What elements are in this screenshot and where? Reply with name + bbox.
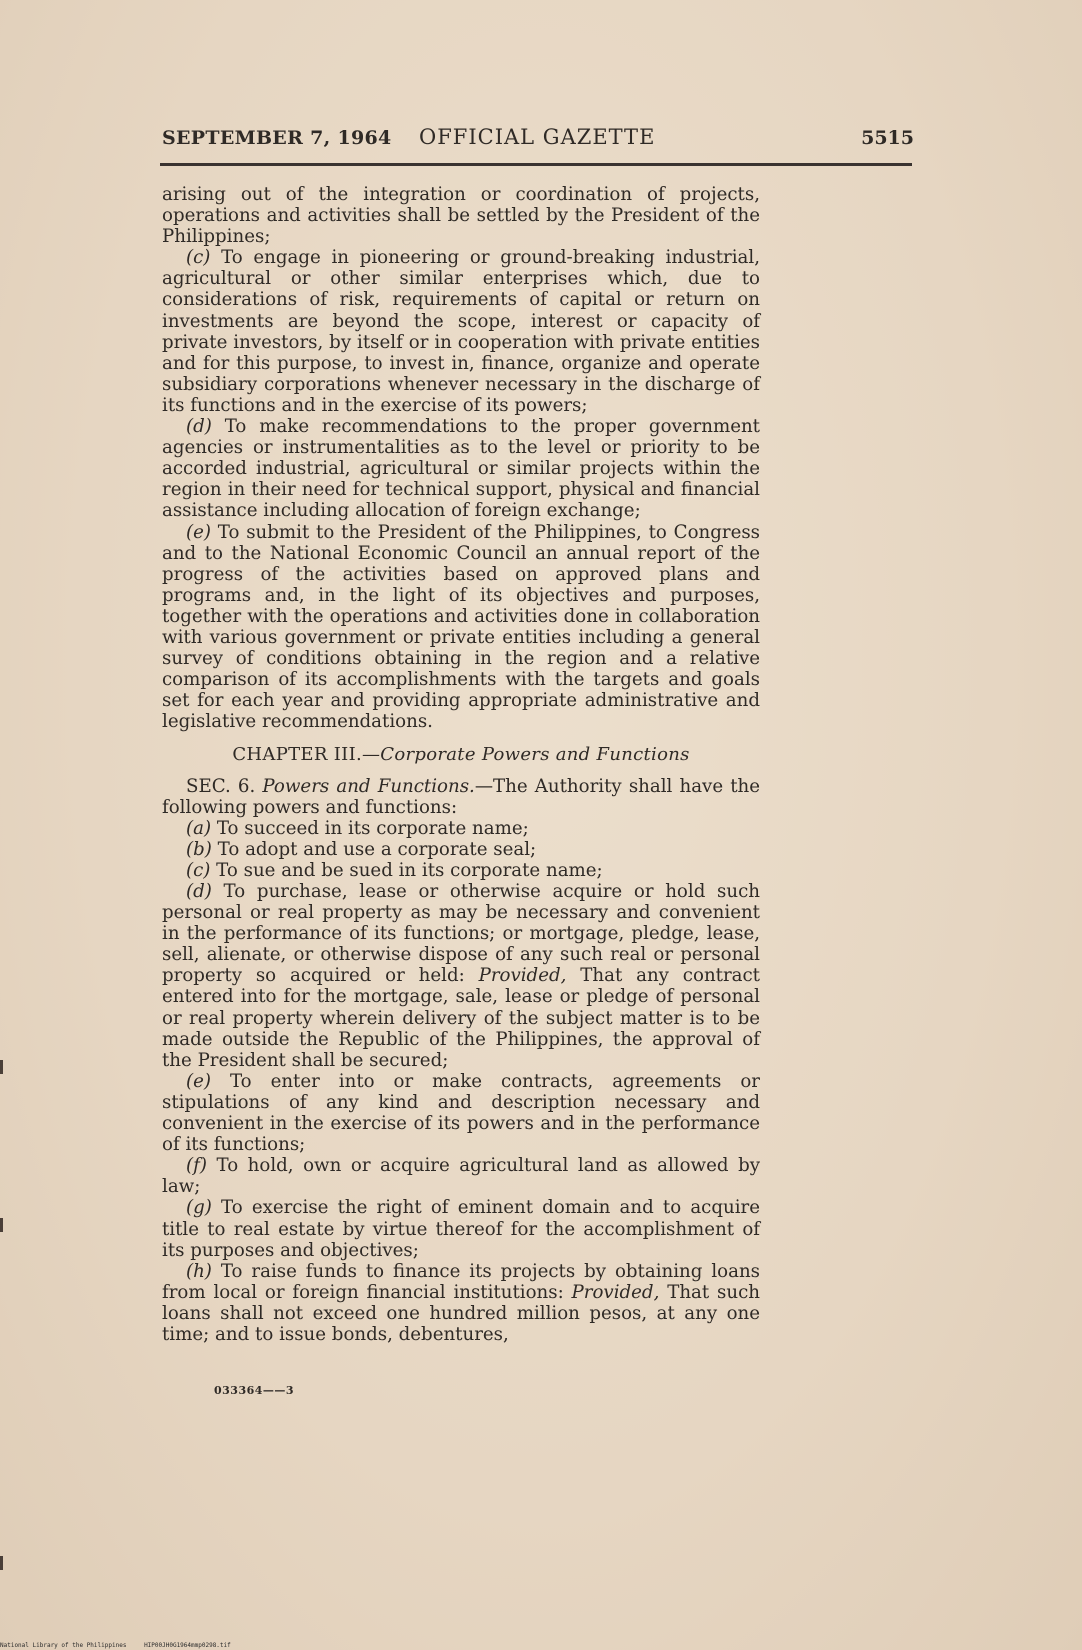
clause-text: To adopt and use a corporate seal; (211, 838, 537, 860)
page-header (162, 127, 914, 153)
power-c (162, 860, 760, 881)
clause-text: To make recommendations to the proper government agencies or instrumentalities as to the level or priority to be accorded industrial, agricultural or similar projects within the region in their need for technical support, physical and financial assistance including allocation of foreign exchange; (162, 416, 760, 522)
clause-text: To enter into or make contracts, agreements or stipulations of any kind and description necessary and convenient in the exercise of its powers and in the performance of its functions; (162, 1070, 760, 1156)
header-date: SEPTEMBER 7, 1964 (162, 127, 392, 149)
scan-source: National Library of the Philippines (0, 1642, 127, 1649)
power-f (162, 1155, 760, 1197)
power-d (162, 881, 760, 1071)
margin-mark (0, 1556, 3, 1570)
margin-mark (0, 1218, 3, 1232)
power-a (162, 818, 760, 839)
paragraph-e (162, 522, 760, 733)
power-h (162, 1261, 760, 1345)
clause-label: (b) (186, 838, 212, 860)
clause-label: (c) (186, 859, 211, 881)
clause-text: To hold, own or acquire agricultural land as allowed by law; (162, 1155, 760, 1198)
clause-label: (e) (186, 521, 211, 543)
paragraph-continuation: arising out of the integration or coordination of projects, operations and activities shall be settled by the President of the Philippines; (162, 184, 760, 248)
power-g (162, 1197, 760, 1260)
clause-label: (e) (186, 1070, 211, 1092)
clause-text: That any contract entered into for the mortgage, sale, lease or pledge of personal or real property wherein delivery of the subject matter is to be made outside the Republic of the Philippines, the approval of the President shall be secured; (162, 965, 760, 1071)
section-title: Powers and Functions. (255, 775, 475, 797)
section-6-intro (162, 776, 760, 818)
header-rule (160, 163, 912, 166)
paragraph-d (162, 416, 760, 521)
chapter-prefix: CHAPTER III. (232, 744, 362, 766)
clause-label: (d) (186, 416, 212, 438)
clause-label: (g) (186, 1197, 212, 1219)
section-label: SEC. 6. (186, 775, 256, 797)
section-text: —The Authority shall have the following powers and functions: (162, 775, 760, 818)
power-b (162, 839, 760, 860)
provided-term: Provided, (571, 1281, 660, 1303)
clause-label: (a) (186, 817, 212, 839)
clause-label: (f) (186, 1155, 207, 1177)
page-number: 5515 (861, 127, 914, 149)
chapter-title: —Corporate Powers and Functions (362, 744, 690, 766)
scan-file: HIP00JH0G1964mmp0298.tif (144, 1642, 231, 1649)
clause-text: To submit to the President of the Philippines, to Congress and to the National Economic Council an annual report of the progress of the activities based on approved plans and programs and, in the light of its objectives and purposes, together with the operations and activities done in collaboration with various government or private entities including a general survey of conditions obtaining in the region and a relative comparison of its accomplishments with the targets and goals set for each year and providing appropriate administrative and legislative recommendations. (162, 521, 760, 733)
clause-text: To raise funds to finance its projects by obtaining loans from local or foreign financial institutions: (162, 1260, 760, 1303)
clause-text: To sue and be sued in its corporate name; (210, 859, 603, 881)
scan-footer (0, 1642, 1082, 1649)
provided-term: Provided, (478, 965, 567, 987)
clause-text: That such loans shall not exceed one hundred million pesos, at any one time; and to issue bonds, debentures, (162, 1281, 760, 1345)
clause-text: To succeed in its corporate name; (211, 817, 529, 839)
power-e (162, 1071, 760, 1155)
clause-text: To purchase, lease or otherwise acquire or hold such personal or real property as may be necessary and convenient in the performance of its functions; or mortgage, pledge, lease, sell, alienate, or otherwise dispose of any such real or personal property so acquired or held: (162, 881, 760, 987)
document-body (162, 184, 760, 1345)
clause-label: (c) (186, 247, 211, 269)
chapter-heading (162, 744, 760, 765)
clause-label: (d) (186, 881, 212, 902)
paragraph-c (162, 247, 760, 416)
print-code: 033364——3 (214, 1384, 295, 1397)
clause-text: To exercise the right of eminent domain and to acquire title to real estate by virtue thereof for the accomplishment of its purposes and objectives; (162, 1197, 760, 1261)
publication-title: OFFICIAL GAZETTE (419, 125, 656, 149)
clause-label: (h) (186, 1260, 212, 1282)
clause-text: To engage in pioneering or ground-breaking industrial, agricultural or other similar enterprises which, due to considerations of risk, requirements of capital or return on investments are beyond the scope, interest or capacity of private investors, by itself or in cooperation with private entities and for this purpose, to invest in, finance, organize and operate subsidiary corporations whenever necessary in the discharge of its functions and in the exercise of its powers; (162, 247, 760, 416)
margin-mark (0, 1060, 3, 1074)
